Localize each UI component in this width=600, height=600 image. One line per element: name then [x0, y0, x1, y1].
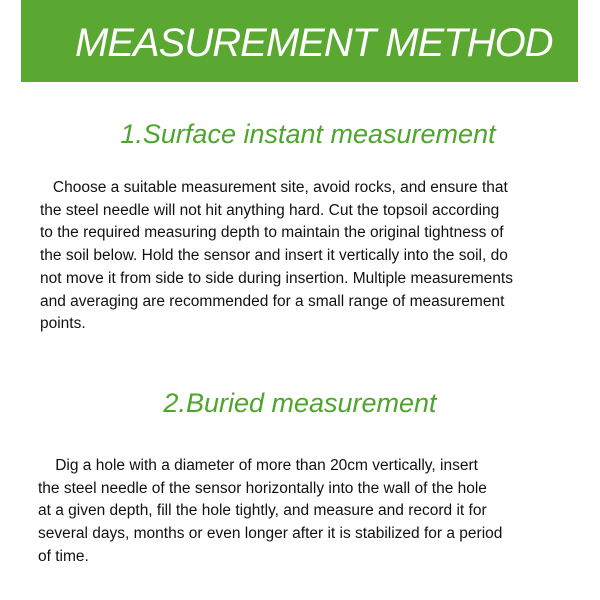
section-body-surface	[40, 177, 513, 336]
body-line: Dig a hole with a diameter of more than 20cm vertically, insert	[38, 457, 478, 474]
body-line: of time.	[38, 547, 89, 565]
section-heading-surface: 1.Surface instant measurement	[120, 119, 496, 149]
body-line: Choose a suitable measurement site, avoid rocks, and ensure that	[40, 179, 508, 196]
body-line: points.	[40, 315, 86, 333]
body-line: not move it from side to side during insertion. Multiple measurements	[40, 269, 513, 287]
section-heading-buried: 2.Buried measurement	[163, 388, 437, 418]
body-line: the steel needle will not hit anything hard. Cut the topsoil according	[40, 201, 500, 219]
section-body-buried	[38, 455, 502, 569]
body-line: to the required measuring depth to maintain the original tightness of	[40, 224, 504, 242]
page-title: MEASUREMENT METHOD	[75, 20, 553, 65]
body-line: at a given depth, fill the hole tightly, and measure and record it for	[38, 502, 487, 520]
body-line: several days, months or even longer after it is stabilized for a period	[38, 525, 503, 543]
body-line: the steel needle of the sensor horizontally into the wall of the hole	[38, 479, 487, 497]
body-line: the soil below. Hold the sensor and insert it vertically into the soil, do	[40, 247, 508, 265]
body-line: and averaging are recommended for a small range of measurement	[40, 292, 505, 310]
header-banner	[21, 0, 578, 82]
